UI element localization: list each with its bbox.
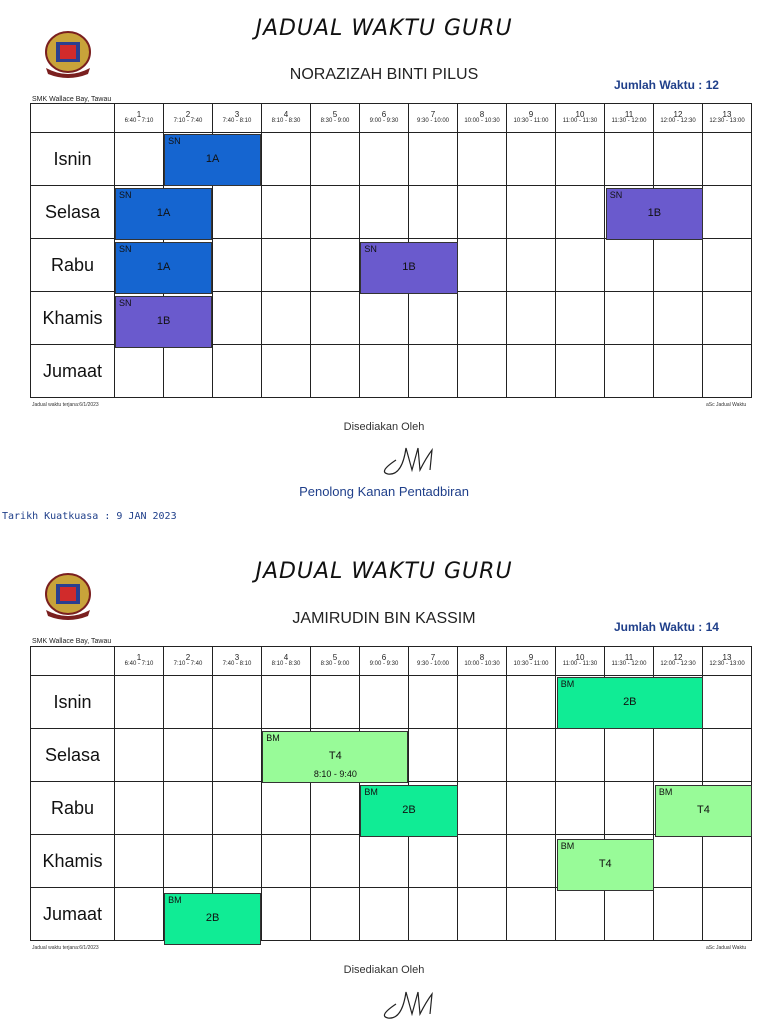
timetable-cell <box>213 729 262 782</box>
timetable-cell <box>605 888 654 941</box>
period-header: 10 11:00 - 11:30 <box>556 104 605 133</box>
timetable-cell <box>703 676 752 729</box>
period-header: 3 7:40 - 8:10 <box>213 104 262 133</box>
period-header: 12 12:00 - 12:30 <box>654 647 703 676</box>
signature-icon <box>374 440 444 476</box>
timetable-cell <box>605 729 654 782</box>
lesson-block <box>262 731 408 783</box>
period-header: 12 12:00 - 12:30 <box>654 104 703 133</box>
lesson-block <box>606 188 703 240</box>
timetable-cell <box>409 888 458 941</box>
timetable-cell <box>115 888 164 941</box>
lesson-class: 1A <box>156 261 171 273</box>
lesson-class: 1A <box>156 207 171 219</box>
lesson-subject: SN <box>119 244 132 254</box>
footer-generated: Jadual waktu terjana:6/1/2023 <box>32 402 99 408</box>
period-header: 7 9:30 - 10:00 <box>409 104 458 133</box>
day-label: Khamis <box>31 835 115 888</box>
timetable-cell <box>556 292 605 345</box>
timetable-cell <box>703 729 752 782</box>
timetable-cell <box>115 835 164 888</box>
timetable-cell <box>262 888 311 941</box>
lesson-subject: SN <box>119 298 132 308</box>
day-label: Isnin <box>31 133 115 186</box>
timetable-cell <box>458 133 507 186</box>
timetable-cell <box>654 835 703 888</box>
role-title: Penolong Kanan Pentadbiran <box>299 484 469 499</box>
signature-icon <box>374 984 444 1020</box>
timetable-cell <box>507 729 556 782</box>
timetable-cell <box>507 345 556 398</box>
footer-asc: aSc Jadual Waktu <box>706 945 747 951</box>
timetable-cell <box>703 239 752 292</box>
timetable-cell <box>556 186 605 239</box>
prepared-by: Disediakan Oleh <box>343 964 425 976</box>
timetable-cell <box>556 239 605 292</box>
period-header: 11 11:30 - 12:00 <box>605 647 654 676</box>
day-label: Selasa <box>31 729 115 782</box>
period-header: 1 6:40 - 7:10 <box>115 104 164 133</box>
teacher-name: NORAZIZAH BINTI PILUS <box>289 66 479 83</box>
timetable-cell <box>213 345 262 398</box>
timetable-cell <box>458 888 507 941</box>
timetable-cell <box>458 186 507 239</box>
timetable-cell <box>164 782 213 835</box>
timetable-cell <box>507 676 556 729</box>
timetable-cell <box>115 345 164 398</box>
lesson-block <box>557 839 654 891</box>
timetable-cell <box>360 835 409 888</box>
timetable-cell <box>311 835 360 888</box>
day-label: Khamis <box>31 292 115 345</box>
timetable-cell <box>654 133 703 186</box>
page-title: JADUAL WAKTU GURU <box>255 16 513 41</box>
period-header: 13 12:30 - 13:00 <box>703 104 752 133</box>
timetable-cell <box>458 782 507 835</box>
lesson-class: T4 <box>598 858 612 870</box>
timetable-cell <box>360 292 409 345</box>
timetable-cell <box>360 676 409 729</box>
timetable-cell <box>703 345 752 398</box>
period-header: 9 10:30 - 11:00 <box>507 104 556 133</box>
timetable-cell <box>605 782 654 835</box>
timetable-cell <box>507 133 556 186</box>
timetable-cell <box>507 888 556 941</box>
day-label: Selasa <box>31 186 115 239</box>
corner-cell <box>31 104 115 133</box>
lesson-subject: BM <box>266 733 280 743</box>
lesson-class: T4 <box>328 750 342 762</box>
timetable-cell <box>262 345 311 398</box>
timetable-cell <box>556 133 605 186</box>
timetable-cell <box>703 292 752 345</box>
timetable-cell <box>703 835 752 888</box>
timetable-cell <box>311 186 360 239</box>
lesson-block <box>115 188 212 240</box>
timetable-cell <box>409 186 458 239</box>
timetable-cell <box>458 239 507 292</box>
timetable-cell <box>703 133 752 186</box>
corner-cell <box>31 647 115 676</box>
period-header: 4 8:10 - 8:30 <box>262 104 311 133</box>
lesson-block <box>655 785 752 837</box>
period-header: 2 7:10 - 7:40 <box>164 104 213 133</box>
lesson-subject: SN <box>168 136 181 146</box>
timetable-cell <box>262 186 311 239</box>
timetable-cell <box>262 239 311 292</box>
footer-generated: Jadual waktu terjana:6/1/2023 <box>32 945 99 951</box>
page-title: JADUAL WAKTU GURU <box>255 559 513 584</box>
timetable-cell <box>213 676 262 729</box>
timetable-cell <box>458 729 507 782</box>
period-header: 10 11:00 - 11:30 <box>556 647 605 676</box>
school-name: SMK Wallace Bay, Tawau <box>32 638 112 645</box>
timetable-cell <box>654 345 703 398</box>
period-header: 13 12:30 - 13:00 <box>703 647 752 676</box>
timetable-cell <box>409 729 458 782</box>
timetable-cell <box>311 239 360 292</box>
lesson-class: T4 <box>696 804 710 816</box>
timetable-cell <box>213 782 262 835</box>
timetable-cell <box>556 888 605 941</box>
timetable-cell <box>605 292 654 345</box>
timetable-cell <box>458 292 507 345</box>
lesson-block <box>360 242 457 294</box>
teacher-name: JAMIRUDIN BIN KASSIM <box>292 610 476 627</box>
timetable-cell <box>262 133 311 186</box>
timetable-cell <box>213 292 262 345</box>
timetable-cell <box>605 239 654 292</box>
lesson-block <box>164 134 261 186</box>
period-header: 1 6:40 - 7:10 <box>115 647 164 676</box>
timetable-cell <box>115 782 164 835</box>
timetable-cell <box>409 676 458 729</box>
timetable-cell <box>458 835 507 888</box>
footer-asc: aSc Jadual Waktu <box>706 402 747 408</box>
timetable-cell <box>115 676 164 729</box>
day-label: Jumaat <box>31 345 115 398</box>
period-header: 9 10:30 - 11:00 <box>507 647 556 676</box>
timetable-cell <box>262 292 311 345</box>
period-header: 7 9:30 - 10:00 <box>409 647 458 676</box>
timetable-cell <box>654 239 703 292</box>
lesson-class: 1B <box>647 207 662 219</box>
day-label: Jumaat <box>31 888 115 941</box>
timetable-cell <box>262 835 311 888</box>
lesson-subject: SN <box>119 190 132 200</box>
lesson-time: 8:10 - 9:40 <box>313 769 357 779</box>
timetable-cell <box>360 133 409 186</box>
timetable-cell <box>556 729 605 782</box>
timetable-cell <box>654 292 703 345</box>
lesson-class: 2B <box>205 912 220 924</box>
timetable-cell <box>654 888 703 941</box>
lesson-subject: BM <box>658 787 673 797</box>
tarikh-kuatkuasa: Tarikh Kuatkuasa : 9 JAN 2023 <box>2 511 177 522</box>
lesson-class: 1A <box>205 153 220 165</box>
day-label: Isnin <box>31 676 115 729</box>
timetable-cell <box>213 239 262 292</box>
jumlah-waktu: Jumlah Waktu : 14 <box>614 620 719 634</box>
timetable-cell <box>409 835 458 888</box>
timetable-cell <box>115 133 164 186</box>
timetable-cell <box>262 676 311 729</box>
lesson-subject: BM <box>364 787 378 797</box>
lesson-class: 2B <box>402 804 416 816</box>
period-header: 5 8:30 - 9:00 <box>311 647 360 676</box>
timetable-cell <box>311 292 360 345</box>
timetable-cell <box>409 133 458 186</box>
timetable-cell <box>164 345 213 398</box>
period-header: 8 10:00 - 10:30 <box>458 647 507 676</box>
timetable-cell <box>409 345 458 398</box>
period-header: 6 9:00 - 9:30 <box>360 647 409 676</box>
timetable-cell <box>556 782 605 835</box>
timetable-cell <box>311 888 360 941</box>
lesson-subject: BM <box>168 895 182 905</box>
period-header: 5 8:30 - 9:00 <box>311 104 360 133</box>
prepared-by: Disediakan Oleh <box>343 421 425 433</box>
period-header: 3 7:40 - 8:10 <box>213 647 262 676</box>
lesson-block <box>115 296 212 348</box>
timetable-cell <box>311 345 360 398</box>
timetable-cell <box>164 676 213 729</box>
day-label: Rabu <box>31 782 115 835</box>
timetable-cell <box>507 292 556 345</box>
period-header: 4 8:10 - 8:30 <box>262 647 311 676</box>
timetable-cell <box>311 676 360 729</box>
lesson-subject: SN <box>609 190 623 200</box>
period-header: 8 10:00 - 10:30 <box>458 104 507 133</box>
timetable-cell <box>507 782 556 835</box>
timetable-cell <box>360 345 409 398</box>
timetable-cell <box>213 835 262 888</box>
timetable-cell <box>311 782 360 835</box>
lesson-subject: BM <box>560 679 575 689</box>
timetable-cell <box>458 676 507 729</box>
lesson-block <box>360 785 457 837</box>
lesson-block <box>557 677 703 729</box>
lesson-subject: BM <box>560 841 575 851</box>
timetable-cell <box>360 888 409 941</box>
timetable-cell <box>164 729 213 782</box>
timetable-cell <box>507 835 556 888</box>
timetable-cell <box>164 835 213 888</box>
lesson-block <box>164 893 261 945</box>
school-name: SMK Wallace Bay, Tawau <box>32 96 112 103</box>
timetable-cell <box>605 345 654 398</box>
period-header: 6 9:00 - 9:30 <box>360 104 409 133</box>
timetable-cell <box>409 292 458 345</box>
timetable-cell <box>507 239 556 292</box>
lesson-class: 2B <box>623 696 637 708</box>
timetable-cell <box>115 729 164 782</box>
lesson-block <box>115 242 212 294</box>
timetable-cell <box>360 186 409 239</box>
lesson-class: 1B <box>156 315 171 327</box>
lesson-subject: SN <box>364 244 377 254</box>
timetable-cell <box>311 133 360 186</box>
jumlah-waktu: Jumlah Waktu : 12 <box>614 78 719 92</box>
timetable-cell <box>605 133 654 186</box>
timetable-cell <box>262 782 311 835</box>
timetable-cell <box>213 186 262 239</box>
timetable-cell <box>507 186 556 239</box>
timetable-cell <box>556 345 605 398</box>
day-label: Rabu <box>31 239 115 292</box>
timetable-cell <box>458 345 507 398</box>
lesson-class: 1B <box>402 261 416 273</box>
timetable-cell <box>703 186 752 239</box>
period-header: 11 11:30 - 12:00 <box>605 104 654 133</box>
timetable-cell <box>703 888 752 941</box>
period-header: 2 7:10 - 7:40 <box>164 647 213 676</box>
timetable-cell <box>654 729 703 782</box>
